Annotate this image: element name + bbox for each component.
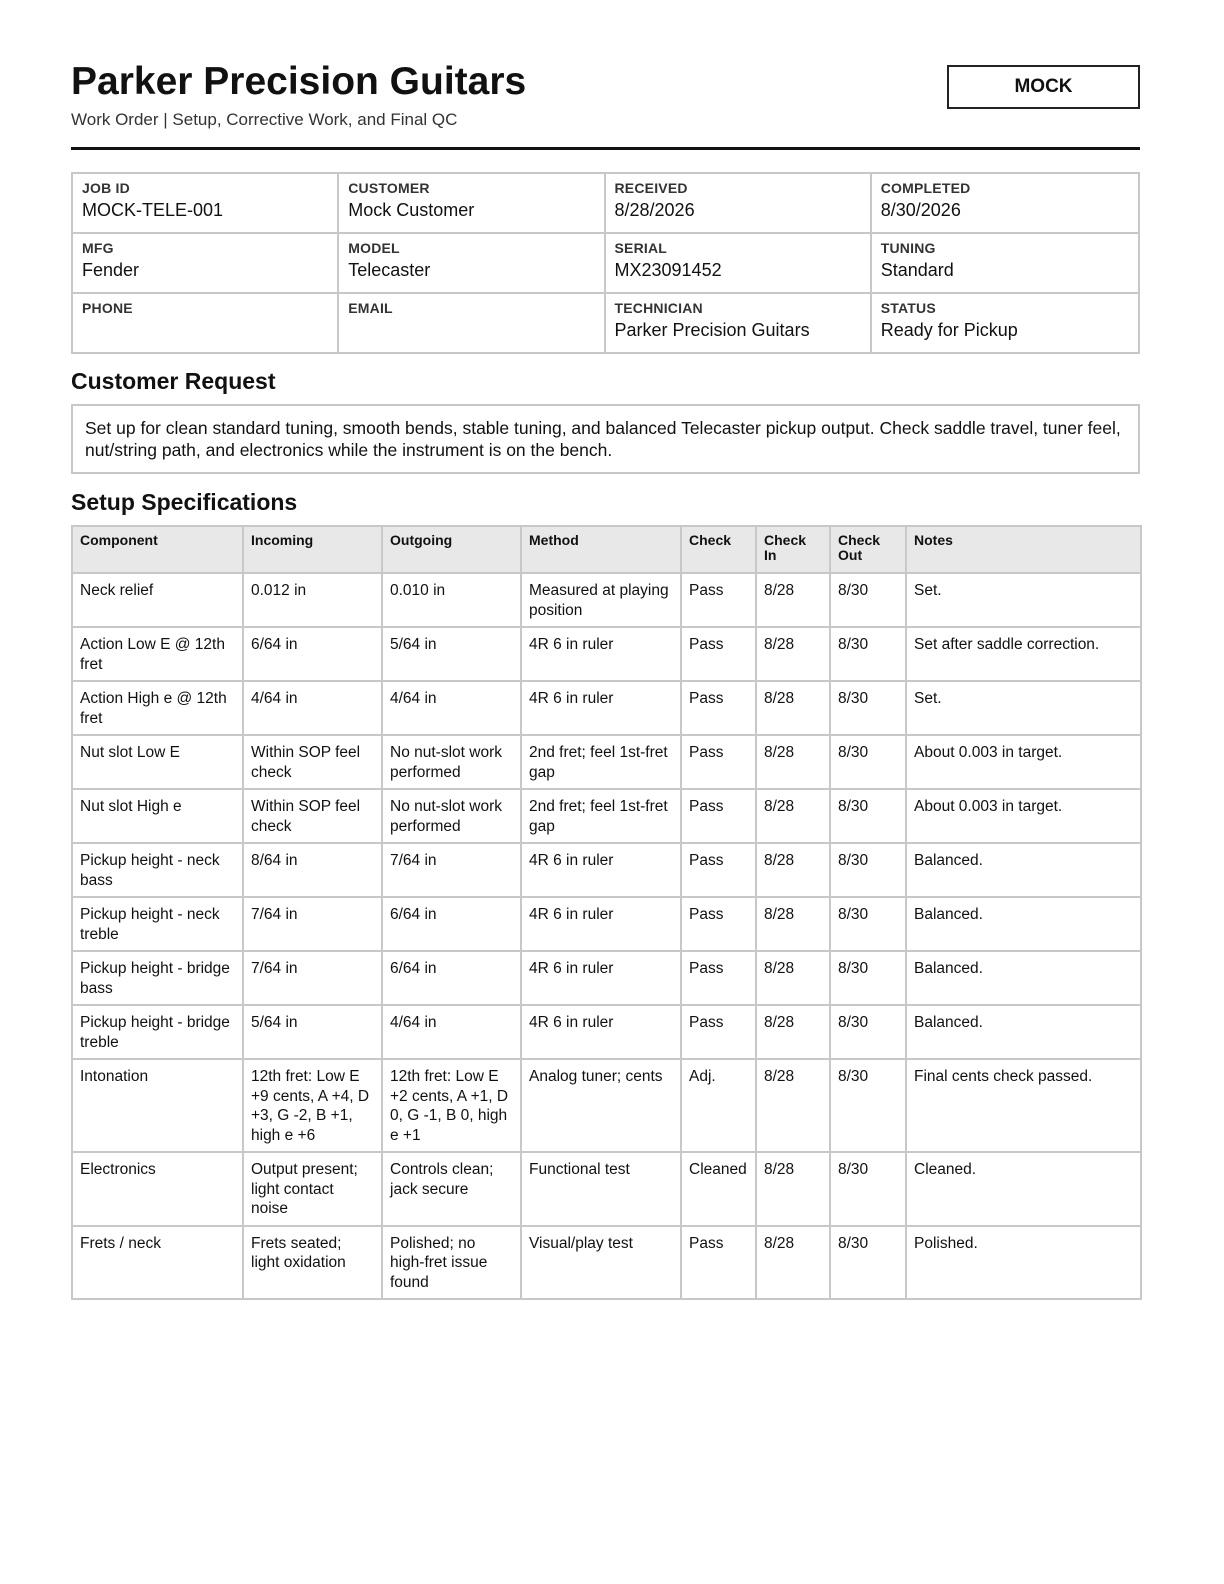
table-cell: 8/30 <box>830 897 906 951</box>
table-cell: 8/30 <box>830 735 906 789</box>
table-cell: Balanced. <box>906 1005 1141 1059</box>
setup-specifications-heading: Setup Specifications <box>71 489 298 515</box>
mock-badge: MOCK <box>947 65 1140 109</box>
info-label: PHONE <box>82 300 133 316</box>
info-label: STATUS <box>880 300 936 316</box>
table-cell: Pass <box>681 843 756 897</box>
table-cell: Pickup height - bridge bass <box>72 951 243 1005</box>
table-cell: 6/64 in <box>243 627 382 681</box>
info-label: TECHNICIAN <box>614 300 703 316</box>
table-cell: 0.012 in <box>243 573 382 627</box>
column-header: Check In <box>756 526 830 573</box>
info-value: Parker Precision Guitars <box>614 320 810 340</box>
table-cell: 5/64 in <box>243 1005 382 1059</box>
table-cell: 8/28 <box>756 1152 830 1226</box>
table-row <box>72 735 1141 789</box>
table-cell: Pass <box>681 1005 756 1059</box>
table-cell: 8/28 <box>756 789 830 843</box>
table-cell: 7/64 in <box>243 951 382 1005</box>
column-header: Incoming <box>243 526 382 573</box>
table-cell: 6/64 in <box>382 951 521 1005</box>
column-header: Method <box>521 526 681 573</box>
table-cell: 8/30 <box>830 573 906 627</box>
table-cell: 8/30 <box>830 789 906 843</box>
setup-specifications-table <box>71 525 1142 1300</box>
page-subtitle: Work Order | Setup, Corrective Work, and Final QC <box>71 110 458 129</box>
table-row <box>72 1059 1141 1152</box>
table-cell: 8/30 <box>830 1152 906 1226</box>
info-label: MFG <box>82 240 114 256</box>
table-cell: Adj. <box>681 1059 756 1152</box>
table-cell: Within SOP feel check <box>243 735 382 789</box>
info-value: Fender <box>82 260 140 280</box>
customer-request-text: Set up for clean standard tuning, smooth bends, stable tuning, and balanced Telecaster pickup output. Check saddle travel, tuner feel, nut/string path, and electronics while the instrument is on the bench. <box>71 404 1140 474</box>
table-cell: 12th fret: Low E +9 cents, A +4, D +3, G -2, B +1, high e +6 <box>243 1059 382 1152</box>
table-cell: Polished. <box>906 1226 1141 1300</box>
table-cell: 8/28 <box>756 1226 830 1300</box>
table-row <box>72 951 1141 1005</box>
info-cell-status <box>872 294 1138 352</box>
info-cell-technician <box>606 294 872 352</box>
table-cell: 8/30 <box>830 1059 906 1152</box>
table-cell: Final cents check passed. <box>906 1059 1141 1152</box>
info-cell-phone <box>73 294 339 352</box>
page-title: Parker Precision Guitars <box>71 60 527 103</box>
table-cell: Analog tuner; cents <box>521 1059 681 1152</box>
table-header-row <box>72 526 1141 573</box>
info-cell-customer <box>339 174 605 234</box>
table-cell: Set. <box>906 681 1141 735</box>
table-cell: 12th fret: Low E +2 cents, A +1, D 0, G -1, B 0, high e +1 <box>382 1059 521 1152</box>
table-cell: 2nd fret; feel 1st-fret gap <box>521 789 681 843</box>
info-cell-model <box>339 234 605 294</box>
info-label: SERIAL <box>614 240 668 256</box>
table-cell: Pickup height - neck treble <box>72 897 243 951</box>
info-cell-tuning <box>872 234 1138 294</box>
table-row <box>72 843 1141 897</box>
table-cell: No nut-slot work performed <box>382 735 521 789</box>
table-cell: 4/64 in <box>243 681 382 735</box>
info-value: MOCK-TELE-001 <box>82 200 224 220</box>
table-row <box>72 789 1141 843</box>
table-row <box>72 681 1141 735</box>
table-cell: 8/28 <box>756 1059 830 1152</box>
table-cell: Pickup height - neck bass <box>72 843 243 897</box>
table-cell: 4/64 in <box>382 1005 521 1059</box>
table-cell: 8/28 <box>756 843 830 897</box>
table-cell: Balanced. <box>906 951 1141 1005</box>
info-cell-mfg <box>73 234 339 294</box>
table-cell: 8/30 <box>830 1226 906 1300</box>
info-label: CUSTOMER <box>348 180 430 196</box>
table-cell: 0.010 in <box>382 573 521 627</box>
table-cell: 7/64 in <box>243 897 382 951</box>
column-header: Notes <box>906 526 1141 573</box>
info-label: TUNING <box>880 240 936 256</box>
work-order-page <box>71 0 1140 1291</box>
table-cell: 5/64 in <box>382 627 521 681</box>
table-cell: 4R 6 in ruler <box>521 681 681 735</box>
table-cell: 6/64 in <box>382 897 521 951</box>
table-cell: 8/28 <box>756 627 830 681</box>
info-label: COMPLETED <box>880 180 971 196</box>
table-cell: 8/28 <box>756 681 830 735</box>
info-cell-received <box>606 174 872 234</box>
info-label: RECEIVED <box>614 180 688 196</box>
column-header: Component <box>72 526 243 573</box>
table-cell: Visual/play test <box>521 1226 681 1300</box>
table-cell: 8/28 <box>756 573 830 627</box>
table-cell: About 0.003 in target. <box>906 735 1141 789</box>
info-value: MX23091452 <box>614 260 722 280</box>
table-cell: Action High e @ 12th fret <box>72 681 243 735</box>
table-row <box>72 1005 1141 1059</box>
info-value: Standard <box>880 260 954 280</box>
table-cell: Pass <box>681 681 756 735</box>
table-cell: Cleaned <box>681 1152 756 1226</box>
table-cell: 8/30 <box>830 627 906 681</box>
table-cell: Pass <box>681 789 756 843</box>
table-cell: 8/28 <box>756 735 830 789</box>
table-cell: 8/30 <box>830 843 906 897</box>
table-cell: Pass <box>681 1226 756 1300</box>
table-cell: 8/64 in <box>243 843 382 897</box>
table-cell: Pass <box>681 951 756 1005</box>
table-cell: Pass <box>681 627 756 681</box>
table-cell: Measured at playing position <box>521 573 681 627</box>
info-value: 8/28/2026 <box>614 200 695 220</box>
table-cell: Output present; light contact noise <box>243 1152 382 1226</box>
table-row <box>72 1226 1141 1300</box>
table-cell: Neck relief <box>72 573 243 627</box>
table-cell: 2nd fret; feel 1st-fret gap <box>521 735 681 789</box>
column-header: Outgoing <box>382 526 521 573</box>
table-cell: Set after saddle correction. <box>906 627 1141 681</box>
customer-request-heading: Customer Request <box>71 368 276 394</box>
info-cell-serial <box>606 234 872 294</box>
table-cell: 4R 6 in ruler <box>521 1005 681 1059</box>
info-cell-job-id <box>73 174 339 234</box>
table-cell: Within SOP feel check <box>243 789 382 843</box>
table-cell: Cleaned. <box>906 1152 1141 1226</box>
info-label: JOB ID <box>82 180 130 196</box>
table-cell: Electronics <box>72 1152 243 1226</box>
info-value: Mock Customer <box>348 200 475 220</box>
table-cell: 4R 6 in ruler <box>521 897 681 951</box>
table-cell: Pass <box>681 735 756 789</box>
info-value: Ready for Pickup <box>880 320 1018 340</box>
table-row <box>72 627 1141 681</box>
table-cell: 8/30 <box>830 1005 906 1059</box>
table-cell: 8/30 <box>830 681 906 735</box>
job-info-grid <box>71 172 1140 354</box>
table-cell: Frets seated; light oxidation <box>243 1226 382 1300</box>
info-label: EMAIL <box>348 300 393 316</box>
column-header: Check <box>681 526 756 573</box>
table-cell: Pickup height - bridge treble <box>72 1005 243 1059</box>
table-cell: Action Low E @ 12th fret <box>72 627 243 681</box>
header <box>71 0 1140 150</box>
table-cell: Controls clean; jack secure <box>382 1152 521 1226</box>
table-cell: Frets / neck <box>72 1226 243 1300</box>
table-cell: No nut-slot work performed <box>382 789 521 843</box>
table-cell: 4R 6 in ruler <box>521 951 681 1005</box>
table-cell: Set. <box>906 573 1141 627</box>
table-cell: About 0.003 in target. <box>906 789 1141 843</box>
table-cell: Pass <box>681 573 756 627</box>
table-cell: 7/64 in <box>382 843 521 897</box>
table-cell: 8/30 <box>830 951 906 1005</box>
info-value: Telecaster <box>348 260 431 280</box>
info-cell-email <box>339 294 605 352</box>
table-cell: Balanced. <box>906 897 1141 951</box>
table-cell: 8/28 <box>756 1005 830 1059</box>
table-cell: Pass <box>681 897 756 951</box>
table-cell: 8/28 <box>756 951 830 1005</box>
table-cell: Functional test <box>521 1152 681 1226</box>
table-cell: Nut slot High e <box>72 789 243 843</box>
table-cell: 4R 6 in ruler <box>521 627 681 681</box>
table-cell: 4/64 in <box>382 681 521 735</box>
table-cell: Intonation <box>72 1059 243 1152</box>
table-cell: Nut slot Low E <box>72 735 243 789</box>
table-cell: Balanced. <box>906 843 1141 897</box>
table-cell: 8/28 <box>756 897 830 951</box>
info-value: 8/30/2026 <box>880 200 961 220</box>
table-row <box>72 1152 1141 1226</box>
column-header: Check Out <box>830 526 906 573</box>
table-cell: 4R 6 in ruler <box>521 843 681 897</box>
info-cell-completed <box>872 174 1138 234</box>
table-body <box>72 573 1141 1299</box>
table-cell: Polished; no high-fret issue found <box>382 1226 521 1300</box>
table-row <box>72 573 1141 627</box>
table-row <box>72 897 1141 951</box>
info-label: MODEL <box>348 240 400 256</box>
